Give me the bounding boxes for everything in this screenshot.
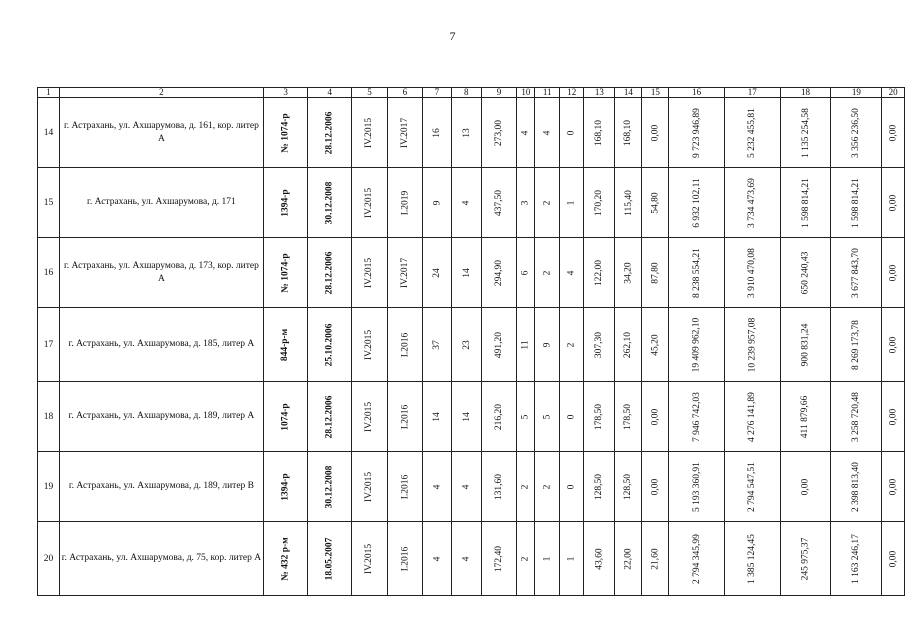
cell-c9: [481, 98, 517, 168]
cell-c9: [481, 308, 517, 382]
cell-value: I.2016: [399, 332, 410, 357]
column-number-3: 3: [263, 88, 307, 98]
housing-register-table: [37, 87, 905, 596]
cell-c19: [831, 98, 882, 168]
column-number-8: 8: [451, 88, 481, 98]
cell-c6: [387, 238, 422, 308]
cell-value: 2: [542, 270, 553, 275]
cell-value: 7 946 742,03: [691, 391, 702, 442]
cell-value: 10 239 957,08: [747, 317, 758, 372]
cell-value: IV.2017: [399, 117, 410, 148]
cell-c14: [615, 382, 642, 452]
cell-value: 43,60: [594, 547, 605, 570]
cell-value: 19 409 962,10: [691, 317, 702, 372]
cell-c6: [387, 522, 422, 596]
cell-value: IV.2017: [399, 257, 410, 288]
column-number-11: 11: [535, 88, 560, 98]
cell-value: 2: [566, 342, 577, 347]
cell-value: I.2019: [399, 190, 410, 215]
column-number-7: 7: [422, 88, 451, 98]
cell-value: 0,00: [888, 550, 899, 567]
cell-c17: [724, 238, 780, 308]
cell-value: 5 232 455,81: [747, 107, 758, 158]
cell-value: 24: [431, 267, 442, 278]
cell-c11: [535, 522, 560, 596]
cell-c8: [451, 98, 481, 168]
cell-doc-no: [263, 168, 307, 238]
cell-value: 0,00: [888, 408, 899, 425]
cell-c7: [422, 308, 451, 382]
cell-value: 21,60: [650, 547, 661, 570]
cell-value: 1 598 814,21: [851, 177, 862, 228]
cell-c16: [669, 452, 725, 522]
column-number-14: 14: [615, 88, 642, 98]
cell-value: 0,00: [888, 264, 899, 281]
cell-value: 2 398 813,40: [851, 461, 862, 512]
cell-value: 0,00: [800, 478, 811, 495]
cell-value: 4: [461, 484, 472, 489]
cell-value: № 432 р-м: [280, 536, 291, 581]
cell-c19: [831, 168, 882, 238]
cell-value: 0,00: [650, 408, 661, 425]
cell-c5: [352, 452, 388, 522]
cell-value: 1: [542, 556, 553, 561]
cell-value: 28.12.2006: [324, 395, 335, 438]
column-number-9: 9: [481, 88, 517, 98]
cell-doc-date: [308, 238, 352, 308]
cell-c12: [560, 308, 584, 382]
cell-value: 844-р-м: [280, 328, 291, 361]
cell-value: 0,00: [888, 194, 899, 211]
cell-c16: [669, 168, 725, 238]
cell-value: 0: [566, 414, 577, 419]
cell-c20: [882, 98, 905, 168]
cell-c9: [481, 452, 517, 522]
row-number-cell: 18: [38, 382, 60, 452]
table-row: [38, 98, 905, 168]
cell-c11: [535, 98, 560, 168]
cell-c20: [882, 308, 905, 382]
cell-c8: [451, 308, 481, 382]
cell-doc-no: [263, 522, 307, 596]
cell-c14: [615, 522, 642, 596]
cell-value: 0,00: [650, 478, 661, 495]
cell-value: 2: [542, 484, 553, 489]
cell-c13: [584, 98, 615, 168]
cell-c5: [352, 98, 388, 168]
column-number-row: [38, 88, 905, 98]
cell-c17: [724, 522, 780, 596]
cell-c20: [882, 382, 905, 452]
cell-value: 22,00: [623, 547, 634, 570]
cell-c6: [387, 98, 422, 168]
cell-c18: [780, 238, 831, 308]
cell-c18: [780, 168, 831, 238]
cell-value: 216,20: [494, 403, 505, 430]
cell-c6: [387, 382, 422, 452]
cell-c9: [481, 382, 517, 452]
cell-c12: [560, 98, 584, 168]
cell-value: № 1074-р: [280, 112, 291, 153]
cell-c10: [517, 382, 535, 452]
column-number-18: 18: [780, 88, 831, 98]
cell-c16: [669, 382, 725, 452]
table-row: [38, 382, 905, 452]
cell-value: 9 723 946,89: [691, 107, 702, 158]
cell-c10: [517, 522, 535, 596]
cell-value: 491,20: [494, 331, 505, 358]
cell-c13: [584, 238, 615, 308]
cell-c12: [560, 238, 584, 308]
cell-c14: [615, 98, 642, 168]
cell-value: 4: [461, 556, 472, 561]
cell-doc-date: [308, 98, 352, 168]
cell-c8: [451, 522, 481, 596]
table-row: [38, 308, 905, 382]
cell-c11: [535, 382, 560, 452]
cell-doc-date: [308, 452, 352, 522]
cell-value: 168,10: [623, 119, 634, 146]
cell-value: 14: [431, 411, 442, 422]
cell-value: 13: [461, 127, 472, 138]
row-number-cell: 16: [38, 238, 60, 308]
column-number-17: 17: [724, 88, 780, 98]
column-number-6: 6: [387, 88, 422, 98]
cell-value: 5: [520, 414, 531, 419]
cell-c20: [882, 238, 905, 308]
cell-c17: [724, 308, 780, 382]
cell-value: 1 385 124,45: [747, 533, 758, 584]
cell-value: 4: [461, 200, 472, 205]
cell-c5: [352, 522, 388, 596]
cell-c17: [724, 168, 780, 238]
cell-value: 411 879,66: [800, 395, 811, 438]
cell-c19: [831, 452, 882, 522]
cell-c9: [481, 522, 517, 596]
cell-c5: [352, 308, 388, 382]
column-number-1: 1: [38, 88, 60, 98]
cell-value: 178,50: [594, 403, 605, 430]
cell-c11: [535, 452, 560, 522]
cell-value: 1 598 814,21: [800, 177, 811, 228]
row-number-cell: 17: [38, 308, 60, 382]
cell-c15: [642, 452, 669, 522]
cell-value: IV.2015: [364, 257, 375, 288]
cell-value: 18.05.2007: [324, 537, 335, 580]
cell-c20: [882, 168, 905, 238]
cell-value: 128,50: [594, 473, 605, 500]
address-cell: г. Астрахань, ул. Ахшарумова, д. 173, кор. литер А: [59, 238, 263, 308]
cell-c16: [669, 238, 725, 308]
cell-c8: [451, 452, 481, 522]
cell-c8: [451, 168, 481, 238]
row-number-cell: 19: [38, 452, 60, 522]
cell-value: 0,00: [888, 336, 899, 353]
cell-value: 1074-р: [280, 402, 291, 431]
cell-c6: [387, 168, 422, 238]
cell-c15: [642, 238, 669, 308]
cell-value: 25.10.2006: [324, 323, 335, 366]
cell-value: 262,10: [623, 331, 634, 358]
cell-value: I.2016: [399, 546, 410, 571]
cell-c16: [669, 522, 725, 596]
cell-value: 6: [520, 270, 531, 275]
table-row: [38, 168, 905, 238]
cell-value: 1394-р: [280, 472, 291, 501]
column-number-19: 19: [831, 88, 882, 98]
cell-value: 28.12.2006: [324, 111, 335, 154]
cell-value: IV.2015: [364, 543, 375, 574]
cell-value: 3 356 236,50: [851, 107, 862, 158]
cell-c10: [517, 168, 535, 238]
cell-c6: [387, 308, 422, 382]
cell-c17: [724, 382, 780, 452]
cell-c10: [517, 238, 535, 308]
address-cell: г. Астрахань, ул. Ахшарумова, д. 189, литер А: [59, 382, 263, 452]
cell-c18: [780, 382, 831, 452]
page-number: 7: [449, 29, 456, 43]
cell-value: 9: [542, 342, 553, 347]
cell-doc-date: [308, 522, 352, 596]
cell-c7: [422, 382, 451, 452]
cell-value: 2 794 547,51: [747, 461, 758, 512]
cell-c18: [780, 98, 831, 168]
cell-value: 2: [520, 556, 531, 561]
cell-value: IV.2015: [364, 401, 375, 432]
cell-c17: [724, 98, 780, 168]
cell-c11: [535, 308, 560, 382]
cell-value: 16: [431, 127, 442, 138]
cell-doc-no: [263, 382, 307, 452]
cell-c17: [724, 452, 780, 522]
cell-c15: [642, 522, 669, 596]
cell-value: 1: [566, 556, 577, 561]
cell-c10: [517, 308, 535, 382]
cell-c20: [882, 452, 905, 522]
cell-c9: [481, 238, 517, 308]
cell-value: № 1074-р: [280, 252, 291, 293]
cell-value: 0,00: [650, 124, 661, 141]
cell-value: I.2016: [399, 474, 410, 499]
cell-value: 54,80: [650, 191, 661, 214]
cell-value: 4: [520, 130, 531, 135]
cell-value: 294,90: [494, 259, 505, 286]
table-row: [38, 238, 905, 308]
cell-c8: [451, 382, 481, 452]
cell-value: 2: [520, 484, 531, 489]
cell-c8: [451, 238, 481, 308]
row-number-cell: 20: [38, 522, 60, 596]
cell-c19: [831, 308, 882, 382]
cell-c10: [517, 98, 535, 168]
cell-c5: [352, 168, 388, 238]
row-number-cell: 15: [38, 168, 60, 238]
cell-c16: [669, 98, 725, 168]
cell-value: 900 831,24: [800, 323, 811, 366]
cell-c7: [422, 522, 451, 596]
cell-c13: [584, 452, 615, 522]
cell-value: 11: [520, 339, 531, 350]
cell-c14: [615, 168, 642, 238]
cell-value: 34,20: [623, 261, 634, 284]
cell-value: 650 240,43: [800, 251, 811, 294]
cell-value: 172,40: [494, 545, 505, 572]
cell-value: 131,60: [494, 473, 505, 500]
cell-c15: [642, 382, 669, 452]
cell-c10: [517, 452, 535, 522]
cell-c18: [780, 308, 831, 382]
cell-c15: [642, 308, 669, 382]
column-number-13: 13: [584, 88, 615, 98]
cell-c15: [642, 98, 669, 168]
cell-value: 30.12.2008: [324, 465, 335, 508]
cell-value: I.2016: [399, 404, 410, 429]
cell-value: 6 932 102,11: [691, 177, 702, 228]
table-row: [38, 452, 905, 522]
cell-c5: [352, 382, 388, 452]
cell-value: 28.12.2006: [324, 251, 335, 294]
column-number-10: 10: [517, 88, 535, 98]
row-number-cell: 14: [38, 98, 60, 168]
cell-c14: [615, 308, 642, 382]
cell-value: IV.2015: [364, 471, 375, 502]
column-number-12: 12: [560, 88, 584, 98]
cell-value: IV.2015: [364, 329, 375, 360]
cell-value: 273,00: [494, 119, 505, 146]
address-cell: г. Астрахань, ул. Ахшарумова, д. 161, кор. литер А: [59, 98, 263, 168]
cell-value: 4 276 141,89: [747, 391, 758, 442]
cell-value: 14: [461, 267, 472, 278]
cell-c6: [387, 452, 422, 522]
address-cell: г. Астрахань, ул. Ахшарумова, д. 75, кор. литер А: [59, 522, 263, 596]
cell-value: 5: [542, 414, 553, 419]
table-row: [38, 522, 905, 596]
cell-doc-no: [263, 452, 307, 522]
cell-c12: [560, 522, 584, 596]
cell-c13: [584, 168, 615, 238]
cell-doc-no: [263, 308, 307, 382]
cell-value: 0: [566, 130, 577, 135]
cell-c13: [584, 382, 615, 452]
cell-value: 0,00: [888, 124, 899, 141]
cell-value: 128,50: [623, 473, 634, 500]
cell-value: 122,00: [594, 259, 605, 286]
address-cell: г. Астрахань, ул. Ахшарумова, д. 189, литер В: [59, 452, 263, 522]
column-number-16: 16: [669, 88, 725, 98]
cell-value: 1 163 246,17: [851, 533, 862, 584]
cell-c5: [352, 238, 388, 308]
cell-c12: [560, 168, 584, 238]
address-cell: г. Астрахань, ул. Ахшарумова, д. 171: [59, 168, 263, 238]
cell-value: 4: [431, 484, 442, 489]
cell-c19: [831, 238, 882, 308]
cell-c11: [535, 238, 560, 308]
cell-value: 245 975,37: [800, 537, 811, 580]
cell-value: 37: [431, 339, 442, 350]
cell-c7: [422, 452, 451, 522]
cell-doc-date: [308, 382, 352, 452]
column-number-5: 5: [352, 88, 388, 98]
cell-value: 1: [566, 200, 577, 205]
cell-c13: [584, 308, 615, 382]
cell-value: 8 269 173,78: [851, 319, 862, 370]
cell-value: 2 794 345,99: [691, 533, 702, 584]
cell-value: 1 135 254,58: [800, 107, 811, 158]
cell-c15: [642, 168, 669, 238]
cell-c12: [560, 452, 584, 522]
cell-doc-date: [308, 168, 352, 238]
cell-c12: [560, 382, 584, 452]
cell-c7: [422, 98, 451, 168]
cell-value: IV.2015: [364, 117, 375, 148]
cell-value: 168,10: [594, 119, 605, 146]
cell-c7: [422, 168, 451, 238]
cell-value: 5 193 360,91: [691, 461, 702, 512]
cell-c18: [780, 522, 831, 596]
cell-value: 14: [461, 411, 472, 422]
cell-value: 3 677 843,70: [851, 247, 862, 298]
column-number-2: 2: [59, 88, 263, 98]
cell-value: 4: [431, 556, 442, 561]
cell-value: 3: [520, 200, 531, 205]
cell-c16: [669, 308, 725, 382]
cell-c11: [535, 168, 560, 238]
cell-value: 8 238 554,21: [691, 247, 702, 298]
cell-value: 3 910 470,08: [747, 247, 758, 298]
cell-doc-no: [263, 238, 307, 308]
cell-value: 115,40: [623, 189, 634, 216]
cell-c20: [882, 522, 905, 596]
cell-value: 307,30: [594, 331, 605, 358]
cell-doc-date: [308, 308, 352, 382]
cell-c19: [831, 382, 882, 452]
cell-value: 4: [542, 130, 553, 135]
cell-value: 23: [461, 339, 472, 350]
cell-value: 2: [542, 200, 553, 205]
cell-value: 0: [566, 484, 577, 489]
cell-value: 178,50: [623, 403, 634, 430]
cell-value: 437,50: [494, 189, 505, 216]
cell-value: 170,20: [594, 189, 605, 216]
cell-c9: [481, 168, 517, 238]
cell-value: 3 734 473,69: [747, 177, 758, 228]
cell-value: 1394-р: [280, 188, 291, 217]
column-number-15: 15: [642, 88, 669, 98]
cell-c14: [615, 452, 642, 522]
cell-c18: [780, 452, 831, 522]
cell-value: 45,20: [650, 333, 661, 356]
cell-doc-no: [263, 98, 307, 168]
cell-value: 3 258 720,48: [851, 391, 862, 442]
cell-value: 4: [566, 270, 577, 275]
cell-value: 0,00: [888, 478, 899, 495]
cell-value: 9: [431, 200, 442, 205]
cell-value: 30.12.2008: [324, 181, 335, 224]
cell-value: 87,80: [650, 261, 661, 284]
cell-c13: [584, 522, 615, 596]
column-number-4: 4: [308, 88, 352, 98]
cell-c19: [831, 522, 882, 596]
column-number-20: 20: [882, 88, 905, 98]
cell-value: IV.2015: [364, 187, 375, 218]
cell-c7: [422, 238, 451, 308]
address-cell: г. Астрахань, ул. Ахшарумова, д. 185, литер А: [59, 308, 263, 382]
cell-c14: [615, 238, 642, 308]
